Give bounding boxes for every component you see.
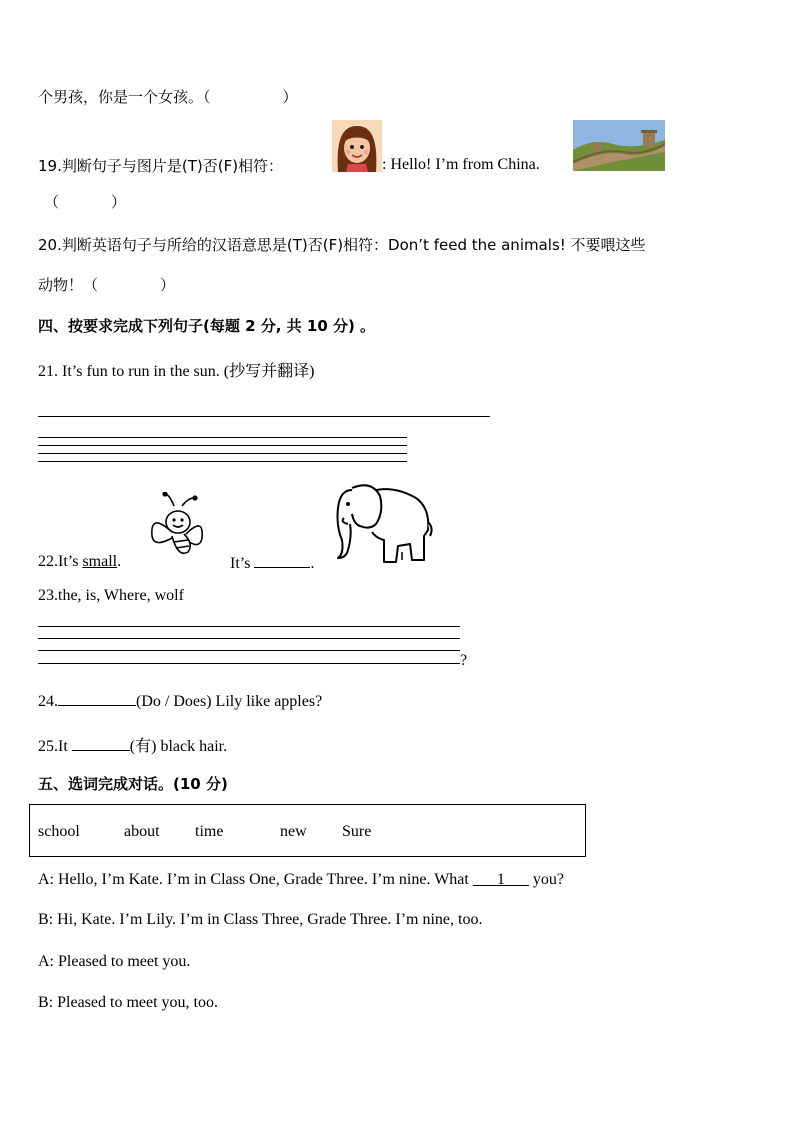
q22-its: It’s <box>230 555 251 572</box>
q21-text: 21. It’s fun to run in the sun. (抄写并翻译) <box>38 363 315 380</box>
dialogue-blank-1-number: 1 <box>496 871 505 888</box>
q19-open-paren: （ <box>44 193 60 211</box>
q22-dot: . <box>117 553 122 570</box>
dialogue-b1: B: Hi, Kate. I’m Lily. I’m in Class Three, Grade Three. I’m nine, too. <box>38 911 483 928</box>
q23-text: 23.the, is, Where, wolf <box>38 587 184 604</box>
dialogue-a1-before: A: Hello, I’m Kate. I’m in Class One, Grade Three. I’m nine. What <box>38 871 473 888</box>
dialogue-a2: A: Pleased to meet you. <box>38 953 191 970</box>
q21-answer-line-2 <box>38 437 407 438</box>
q24-number: 24. <box>38 693 58 710</box>
q22-number: 22.It’s <box>38 553 83 570</box>
dialogue-blank-1[interactable] <box>473 871 529 889</box>
dialogue-a1 <box>38 871 564 889</box>
q22-answer-blank[interactable] <box>254 553 310 568</box>
q23-answer-line-1 <box>38 626 460 627</box>
q18-line <box>38 86 298 107</box>
great-wall-picture <box>573 120 665 171</box>
word-bank-new: new <box>280 823 307 840</box>
q23-answer-line-4 <box>38 663 460 664</box>
word-bank-school: school <box>38 823 80 840</box>
q21-answer-line-3 <box>38 445 407 446</box>
word-bank-time: time <box>195 823 224 840</box>
q19-close-paren: ） <box>111 193 127 211</box>
q20-prompt: 20.判断英语句子与所给的汉语意思是(T)否(F)相符：Don’t feed the animals! 不要喂这些 <box>38 236 646 254</box>
dialogue-a1-after: you? <box>528 871 564 888</box>
dialogue-b2: B: Pleased to meet you, too. <box>38 994 218 1011</box>
section-4-title: 四、按要求完成下列句子(每题 2 分, 共 10 分) 。 <box>38 317 376 335</box>
girl-picture <box>332 120 382 172</box>
q24-answer-blank[interactable] <box>58 691 136 706</box>
q25-rest: (有) black hair. <box>129 738 228 755</box>
q19-prompt: 19.判断句子与图片是(T)否(F)相符： <box>38 157 284 175</box>
q18-text: 个男孩，你是一个女孩。（ <box>38 88 211 106</box>
q22-second <box>230 553 314 573</box>
q21-answer-line-5 <box>38 461 407 462</box>
q19-answer <box>44 191 126 212</box>
q25-number: 25.It <box>38 738 72 755</box>
q21-answer-line-4 <box>38 453 407 454</box>
word-bank-about: about <box>124 823 160 840</box>
word-bank-sure: Sure <box>342 823 372 840</box>
q23-question-mark: ? <box>460 652 468 669</box>
section-5-title: 五、选词完成对话。(10 分) <box>38 775 228 793</box>
q25-answer-blank[interactable] <box>72 736 130 751</box>
q20-close-paren: ） <box>160 276 176 294</box>
q21-answer-line-1 <box>38 416 490 417</box>
bee-picture <box>144 492 206 564</box>
q23-answer-line-2 <box>38 638 460 639</box>
q24-line <box>38 691 322 711</box>
q18-close-paren: ） <box>282 88 298 106</box>
q24-rest: (Do / Does) Lily like apples? <box>136 693 323 710</box>
q22-word-small: small <box>82 553 118 570</box>
q22-end: . <box>310 555 315 572</box>
q25-line <box>38 733 227 756</box>
q20-text: 动物！（ <box>38 276 99 294</box>
q20-line2 <box>38 274 175 295</box>
q22-line <box>38 553 121 571</box>
elephant-picture <box>332 478 434 566</box>
q23-answer-line-3 <box>38 650 460 651</box>
word-bank-box <box>29 804 586 857</box>
q19-sentence: : Hello! I’m from China. <box>382 156 540 173</box>
